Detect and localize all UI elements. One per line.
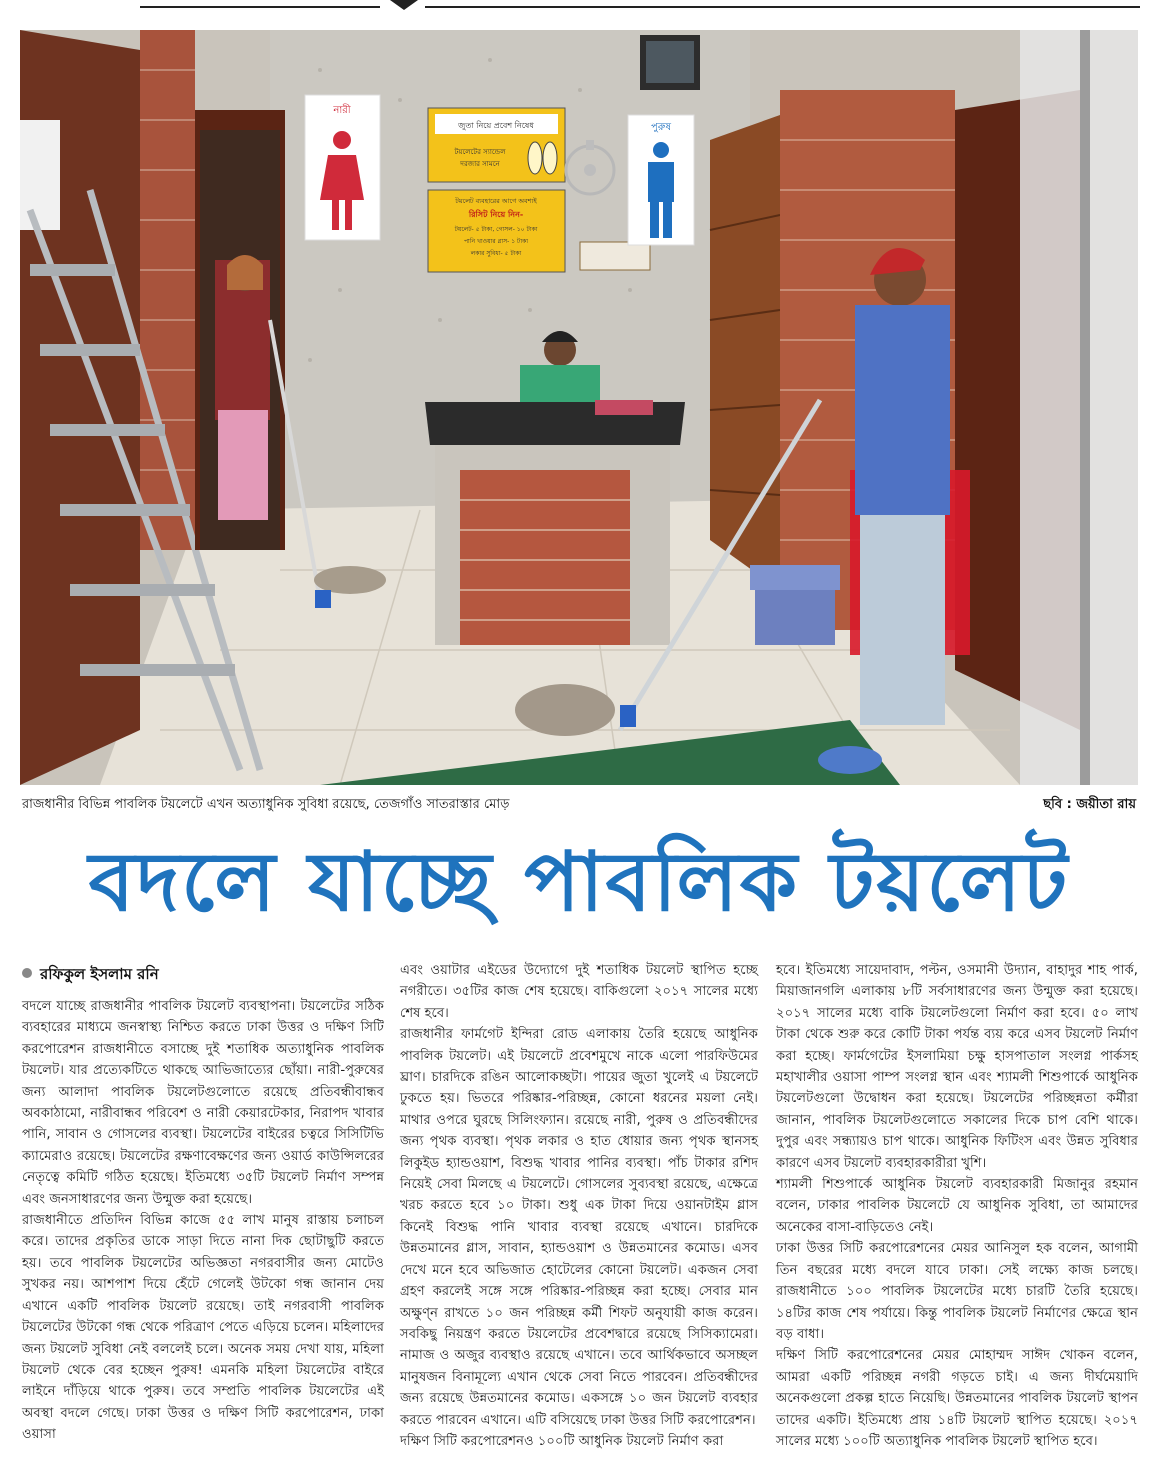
- shoe-notice-line-1: জুতা নিয়ে প্রবেশ নিষেধ: [458, 121, 534, 130]
- paragraph: ঢাকা উত্তর সিটি করপোরেশনের মেয়র আনিসুল হক বলেন, আগামী তিন বছরের মধ্যে বদলে যাবে ঢাকা। সেই লক্ষ্যে কাজ চলছে। রাজধানীতে ১০০ পাবলিক টয়লেটের মধ্যে চারটি তৈরি হয়েছে। ১৪টির কাজ শেষ পর্যায়ে। কিন্তু পাবলিক টয়লেট নির্মাণের ক্ষেত্রে স্থান বড় বাধা।: [776, 1241, 1138, 1342]
- shoe-notice-line-2: টয়লেটের স্যান্ডেল: [454, 148, 506, 156]
- receipt-notice-line-2: রিসিট নিয়ে নিন-: [468, 210, 524, 219]
- caption-text: রাজধানীর বিভিন্ন পাবলিক টয়লেটে এখন অত্যাধুনিক সুবিধা রয়েছে, তেজগাঁও সাতরাস্তার মোড়: [22, 797, 510, 812]
- paragraph: দক্ষিণ সিটি করপোরেশনও ১০০টি আধুনিক টয়লেট নির্মাণ করা: [400, 1433, 724, 1449]
- receipt-notice-line-1: টয়লেট ব্যবহারের আগে অবশ্যই: [455, 197, 537, 205]
- rule-marker: [390, 0, 418, 10]
- paragraph: বদলে যাচ্ছে রাজধানীর পাবলিক টয়লেট ব্যবস্থাপনা। টয়লেটের সঠিক ব্যবহারের মাধ্যমে জনস্বাস্থ্য নিশ্চিত করতে ঢাকা উত্তর ও দক্ষিণ সিটি করপোরেশন রাজধানীতে বসাচ্ছে দুই শতাধিক অত্যাধুনিক পাবলিক টয়লেট। যার প্রত্যেকটিতে থাকছে আভিজাত্যের ছোঁয়া। নারী-পুরুষের জন্য আলাদা পাবলিক টয়লেটগুলোতে রয়েছে প্রতিবন্ধীবান্ধব অবকাঠামো, নারীবান্ধব পরিবেশ ও নারী কেয়ারটেকার, নিরাপদ খাবার পানি, সাবান ও গোসলের ব্যবস্থা। টয়লেটের বাইরের চত্বরে সিসিটিভি ক্যামেরাও রয়েছে। টয়লেটের রক্ষণাবেক্ষণের জন্য ওয়ার্ড কাউন্সিলরের নেতৃত্বে কমিটি গঠিত হয়েছে। ইতিমধ্যে ৩৫টি টয়লেট নির্মাণ সম্পন্ন এবং জনসাধারণের জন্য উন্মুক্ত করা হয়েছে।: [22, 999, 384, 1207]
- top-rule: [0, 0, 1152, 14]
- rule-right: [425, 0, 1140, 8]
- rule-left: [140, 0, 380, 8]
- article-column-3: [776, 960, 1138, 1452]
- paragraph: রাজধানীতে প্রতিদিন বিভিন্ন কাজে ৫৫ লাখ মানুষ রাস্তায় চলাচল করে। তাদের প্রকৃতির ডাকে সাড়া দিতে নানা দিক ছোটাছুটি করতে হয়। তবে পাবলিক টয়লেটের অভিজ্ঞতা নগরবাসীর জন্য মোটেও সুখকর নয়। আশপাশ দিয়ে হেঁটে গেলেই উটকো গন্ধ জানান দেয় এখানে একটি পাবলিক টয়লেট রয়েছে। তাই নগরবাসী পাবলিক টয়লেটের উটকো গন্ধ থেকে পরিত্রাণ পেতে এড়িয়ে চলেন। মহিলাদের জন্য টয়লেট সুবিধা নেই বললেই চলে। অনেক সময় দেখা যায়, মহিলা টয়লেট থেকে বের হচ্ছেন পুরুষ! এমনকি মহিলা টয়লেটের বাইরে লাইনে দাঁড়িয়ে থাকে পুরুষ। তবে সম্প্রতি পাবলিক টয়লেটের এই অবস্থা বদলে গেছে। ঢাকা উত্তর ও দক্ষিণ সিটি করপোরেশন, ঢাকা ওয়াসা: [22, 1213, 384, 1443]
- paragraph: দক্ষিণ সিটি করপোরেশনের মেয়র মোহাম্মদ সাঈদ খোকন বলেন, আমরা একটি পরিচ্ছন্ন নগরী গড়তে চাই। এ জন্য দীর্ঘমেয়াদি অনেকগুলো প্রকল্প হাতে নিয়েছি। উন্নতমানের পাবলিক টয়লেট স্থাপন তাদের একটি। ইতিমধ্যে প্রায় ১৪টি টয়লেট স্থাপিত হয়েছে। ২০১৭ সালের মধ্যে ১০০টি অত্যাধুনিক পাবলিক টয়লেট স্থাপিত হবে।: [776, 1348, 1138, 1449]
- byline-bullet: [22, 968, 32, 978]
- photo-caption: [20, 793, 1138, 815]
- byline-author: রফিকুল ইসলাম রনি: [40, 965, 159, 983]
- paragraph: এবং ওয়াটার এইডের উদ্যোগে দুই শতাধিক টয়লেট স্থাপিত হচ্ছে নগরীতে। ৩৫টির কাজ শেষ হয়েছে। বাকিগুলো ২০১৭ সালের মধ্যে শেষ হবে।: [400, 963, 758, 1021]
- receipt-notice-line-4: পানি খাওয়ার গ্লাস- ১ টাকা: [463, 238, 529, 245]
- paragraph: হবে। ইতিমধ্যে সায়েদাবাদ, পল্টন, ওসমানী উদ্যান, বাহাদুর শাহ পার্ক, মিয়াজানগলি এলাকায় ৮টি সর্বসাধারণের জন্য উন্মুক্ত করা হয়েছে। ২০১৭ সালের মধ্যে বাকি টয়লেটগুলো নির্মাণ করা হবে। ৫০ লাখ টাকা থেকে শুরু করে কোটি টাকা পর্যন্ত ব্যয় করে এসব টয়লেট নির্মাণ করা হচ্ছে। ফার্মগেটের ইসলামিয়া চক্ষু হাসপাতাল সংলগ্ন পার্কসহ মহাখালীর ওয়াসা পাম্প সংলগ্ন স্থান এবং শ্যামলী শিশুপার্কে আধুনিক টয়লেটগুলো উদ্বোধন করা হয়েছে। টয়লেটের পরিচ্ছন্নতা কর্মীরা জানান, পাবলিক টয়লেটগুলোতে সকালের দিকে চাপ বেশি থাকে। দুপুর এবং সন্ধ্যায়ও চাপ থাকে। আধুনিক ফিটিংস এবং উন্নত সুবিধার কারণে এসব টয়লেট ব্যবহারকারীরা খুশি।: [776, 963, 1139, 1171]
- sign-women-label: নারী: [333, 105, 351, 116]
- receipt-notice-line-3: টয়লেট- ৫ টাকা, গোসল- ১০ টাকা: [454, 226, 538, 233]
- paragraph: শ্যামলী শিশুপার্কে আধুনিক টয়লেট ব্যবহারকারী মিজানুর রহমান বলেন, ঢাকার পাবলিক টয়লেটে যে আধুনিক সুবিধা, তা আমাদের অনেকের বাসা-বাড়িতেও নেই।: [776, 1177, 1138, 1235]
- article-column-2: [400, 960, 758, 1452]
- headline: বদলে যাচ্ছে পাবলিক টয়লেট: [88, 835, 1070, 930]
- article-column-1: [22, 996, 384, 1446]
- shoe-notice-line-3: দরজার সামনে: [460, 160, 500, 168]
- paragraph: রাজধানীর ফার্মগেট ইন্দিরা রোড এলাকায় তৈরি হয়েছে আধুনিক পাবলিক টয়লেট। এই টয়লেটে প্রবেশমুখে নাকে এলো পারফিউমের ঘ্রাণ। চারদিকে রঙিন আলোকচ্ছটা। পায়ের জুতা খুলেই এ টয়লেটে ঢুকতে হয়। ভিতরে পরিষ্কার-পরিচ্ছন্ন, কোনো ধরনের ময়লা নেই। মাথার ওপরে ঘুরছে সিলিংফ্যান। রয়েছে নারী, পুরুষ ও প্রতিবন্ধীদের জন্য পৃথক ব্যবস্থা। পৃথক লকার ও হাত ধোয়ার জন্য পৃথক স্থানসহ লিকুইড হ্যান্ডওয়াশ, বিশুদ্ধ খাবার পানির ব্যবস্থা। পাঁচ টাকার রশিদ নিয়েই সেবা মিলছে এ টয়লেটে। গোসলের সুব্যবস্থা রয়েছে, এক্ষেত্রে খরচ করতে হবে ১০ টাকা। শুধু এক টাকা দিয়ে ওয়ানটাইম গ্লাস কিনেই বিশুদ্ধ পানি খাবার ব্যবস্থা রয়েছে এখানে। চারদিকে উন্নতমানের গ্লাস, সাবান, হ্যান্ডওয়াশ ও উন্নতমানের কমোড। এসব দেখে মনে হবে অভিজাত হোটেলের কোনো টয়লেট। একজন সেবা গ্রহণ করলেই সঙ্গে সঙ্গে পরিষ্কার-পরিচ্ছন্ন করা হচ্ছে। সেবার মান অক্ষুণ্ন রাখতে ১০ জন পরিচ্ছন্ন কর্মী শিফট অনুযায়ী কাজ করেন। সবকিছু নিয়ন্ত্রণ করতে টয়লেটের প্রবেশদ্বারে রয়েছে সিসিক্যামেরা। নামাজ ও অজুর ব্যবস্থাও রয়েছে এখানে। তবে আর্থিকভাবে অসচ্ছল মানুষজন বিনামূল্যে এখান থেকে সেবা নিতে পারবেন। প্রতিবন্ধীদের জন্য রয়েছে উন্নতমানের কমোড। একসঙ্গে ১০ জন টয়লেট ব্যবহার করতে পারবেন এখানে। এটি বসিয়েছে ঢাকা উত্তর সিটি করপোরেশন।: [400, 1027, 758, 1428]
- byline: [22, 963, 159, 988]
- receipt-notice-line-5: লকার সুবিধা- ৫ টাকা: [470, 250, 522, 257]
- news-photo: [20, 30, 1138, 785]
- photo-credit: ছবি : জয়ীতা রায়: [1043, 797, 1136, 812]
- sign-men-label: পুরুষ: [651, 122, 671, 133]
